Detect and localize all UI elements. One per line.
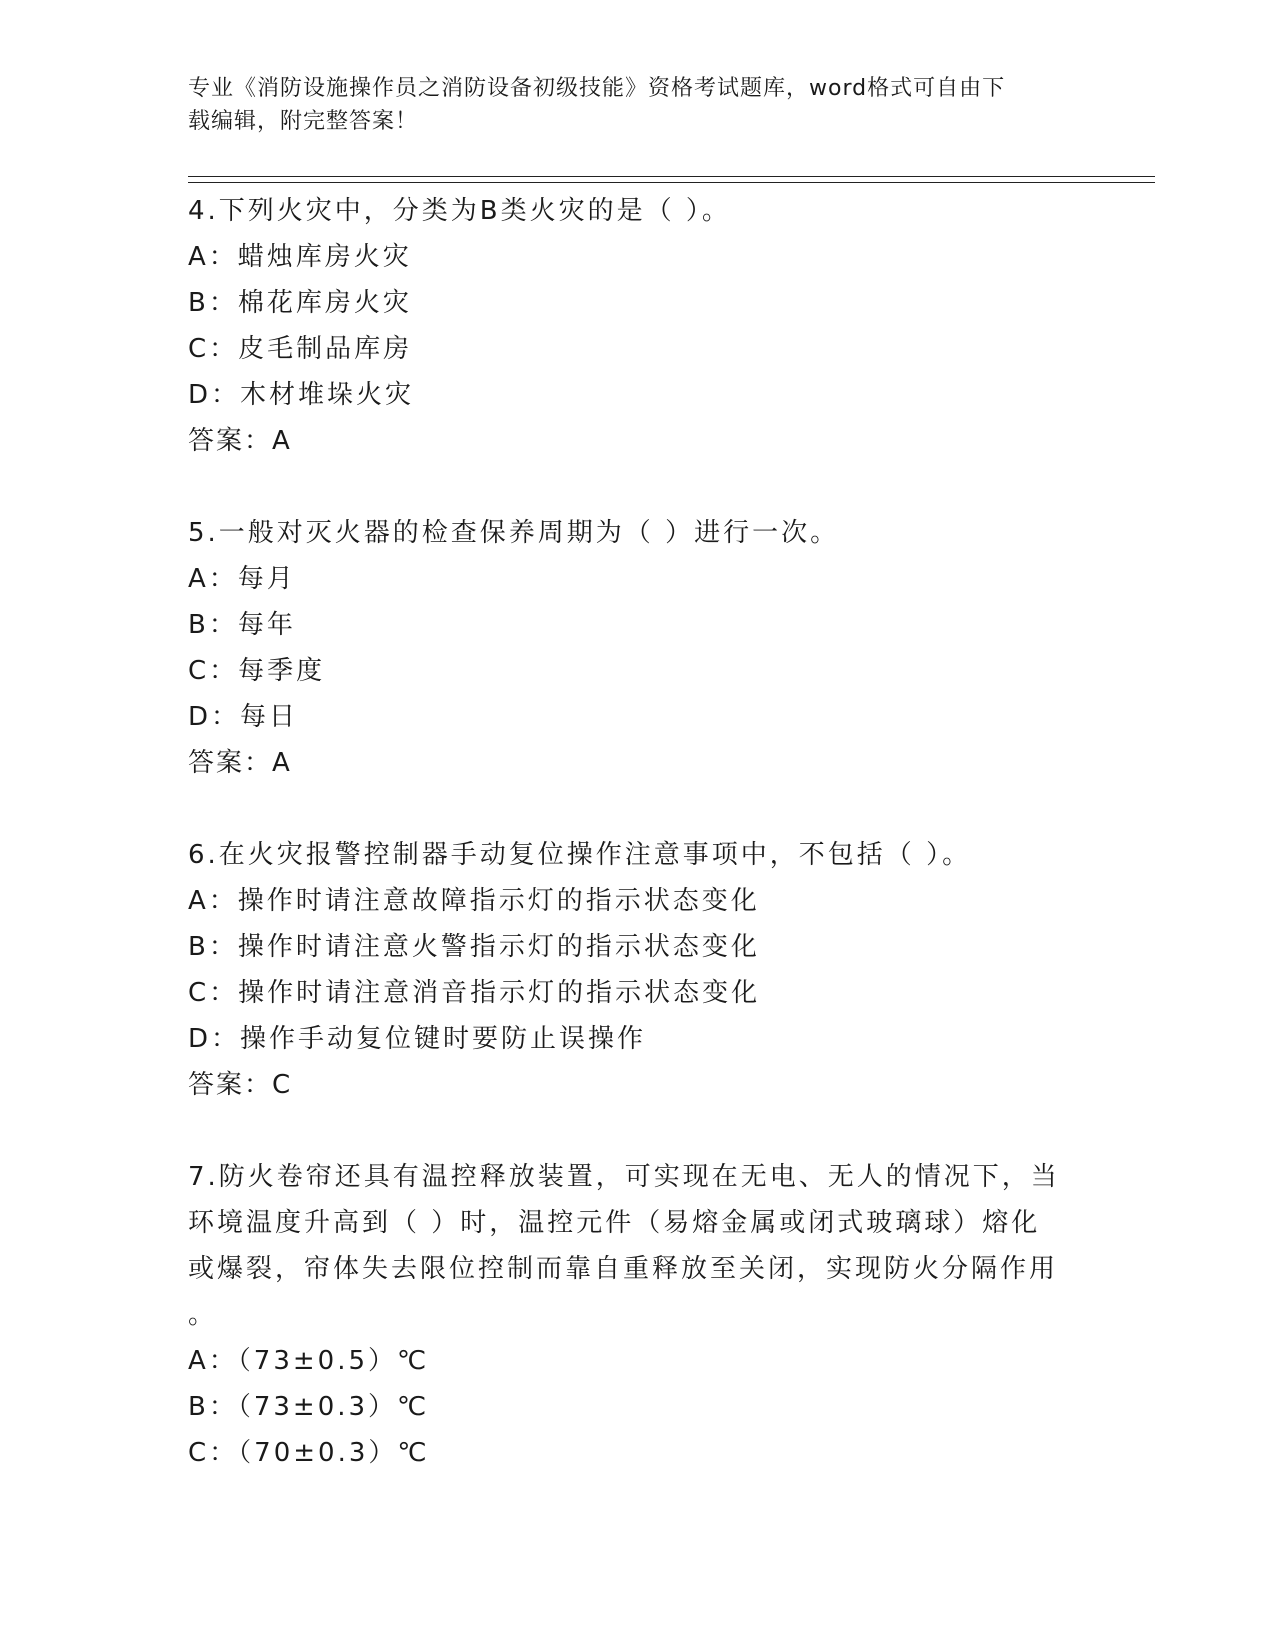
option-d: D：操作手动复位键时要防止误操作 — [188, 1024, 647, 1054]
question-7 — [188, 1154, 1088, 1476]
option-b: B：棉花库房火灾 — [188, 288, 412, 318]
question-text-line-4: 。 — [188, 1300, 218, 1330]
answer: 答案：A — [188, 748, 292, 778]
option-b: B：（73±0.3）℃ — [188, 1392, 430, 1422]
header-line-2: 载编辑，附完整答案！ — [188, 109, 419, 134]
option-c: C：（70±0.3）℃ — [188, 1438, 430, 1468]
header-rule-top — [188, 176, 1155, 177]
header-rule-bottom — [188, 182, 1155, 183]
question-text-line-2: 环境温度升高到（ ）时，温控元件（易熔金属或闭式玻璃球）熔化 — [188, 1208, 1041, 1238]
document-header — [188, 72, 1088, 138]
question-text: 6.在火灾报警控制器手动复位操作注意事项中，不包括（ ）。 — [188, 840, 972, 870]
answer: 答案：C — [188, 1070, 293, 1100]
option-c: C：每季度 — [188, 656, 326, 686]
answer: 答案：A — [188, 426, 292, 456]
question-4 — [188, 188, 1088, 464]
option-c: C：皮毛制品库房 — [188, 334, 413, 364]
option-d: D：木材堆垛火灾 — [188, 380, 415, 410]
header-line-1: 专业《消防设施操作员之消防设备初级技能》资格考试题库，word格式可自由下 — [188, 76, 1006, 101]
question-5 — [188, 510, 1088, 786]
option-c: C：操作时请注意消音指示灯的指示状态变化 — [188, 978, 761, 1008]
option-b: B：每年 — [188, 610, 296, 640]
option-a: A：蜡烛库房火灾 — [188, 242, 412, 272]
question-text: 5.一般对灭火器的检查保养周期为（ ）进行一次。 — [188, 518, 840, 548]
question-text: 4.下列火灾中，分类为B类火灾的是（ ）。 — [188, 196, 731, 226]
option-b: B：操作时请注意火警指示灯的指示状态变化 — [188, 932, 760, 962]
option-a: A：操作时请注意故障指示灯的指示状态变化 — [188, 886, 760, 916]
question-6 — [188, 832, 1088, 1108]
question-text-line-3: 或爆裂，帘体失去限位控制而靠自重释放至关闭，实现防火分隔作用 — [188, 1254, 1059, 1284]
option-a: A：（73±0.5）℃ — [188, 1346, 430, 1376]
option-d: D：每日 — [188, 702, 299, 732]
question-text-line-1: 7.防火卷帘还具有温控释放装置，可实现在无电、无人的情况下，当 — [188, 1162, 1060, 1192]
option-a: A：每月 — [188, 564, 296, 594]
question-list — [188, 188, 1088, 1522]
